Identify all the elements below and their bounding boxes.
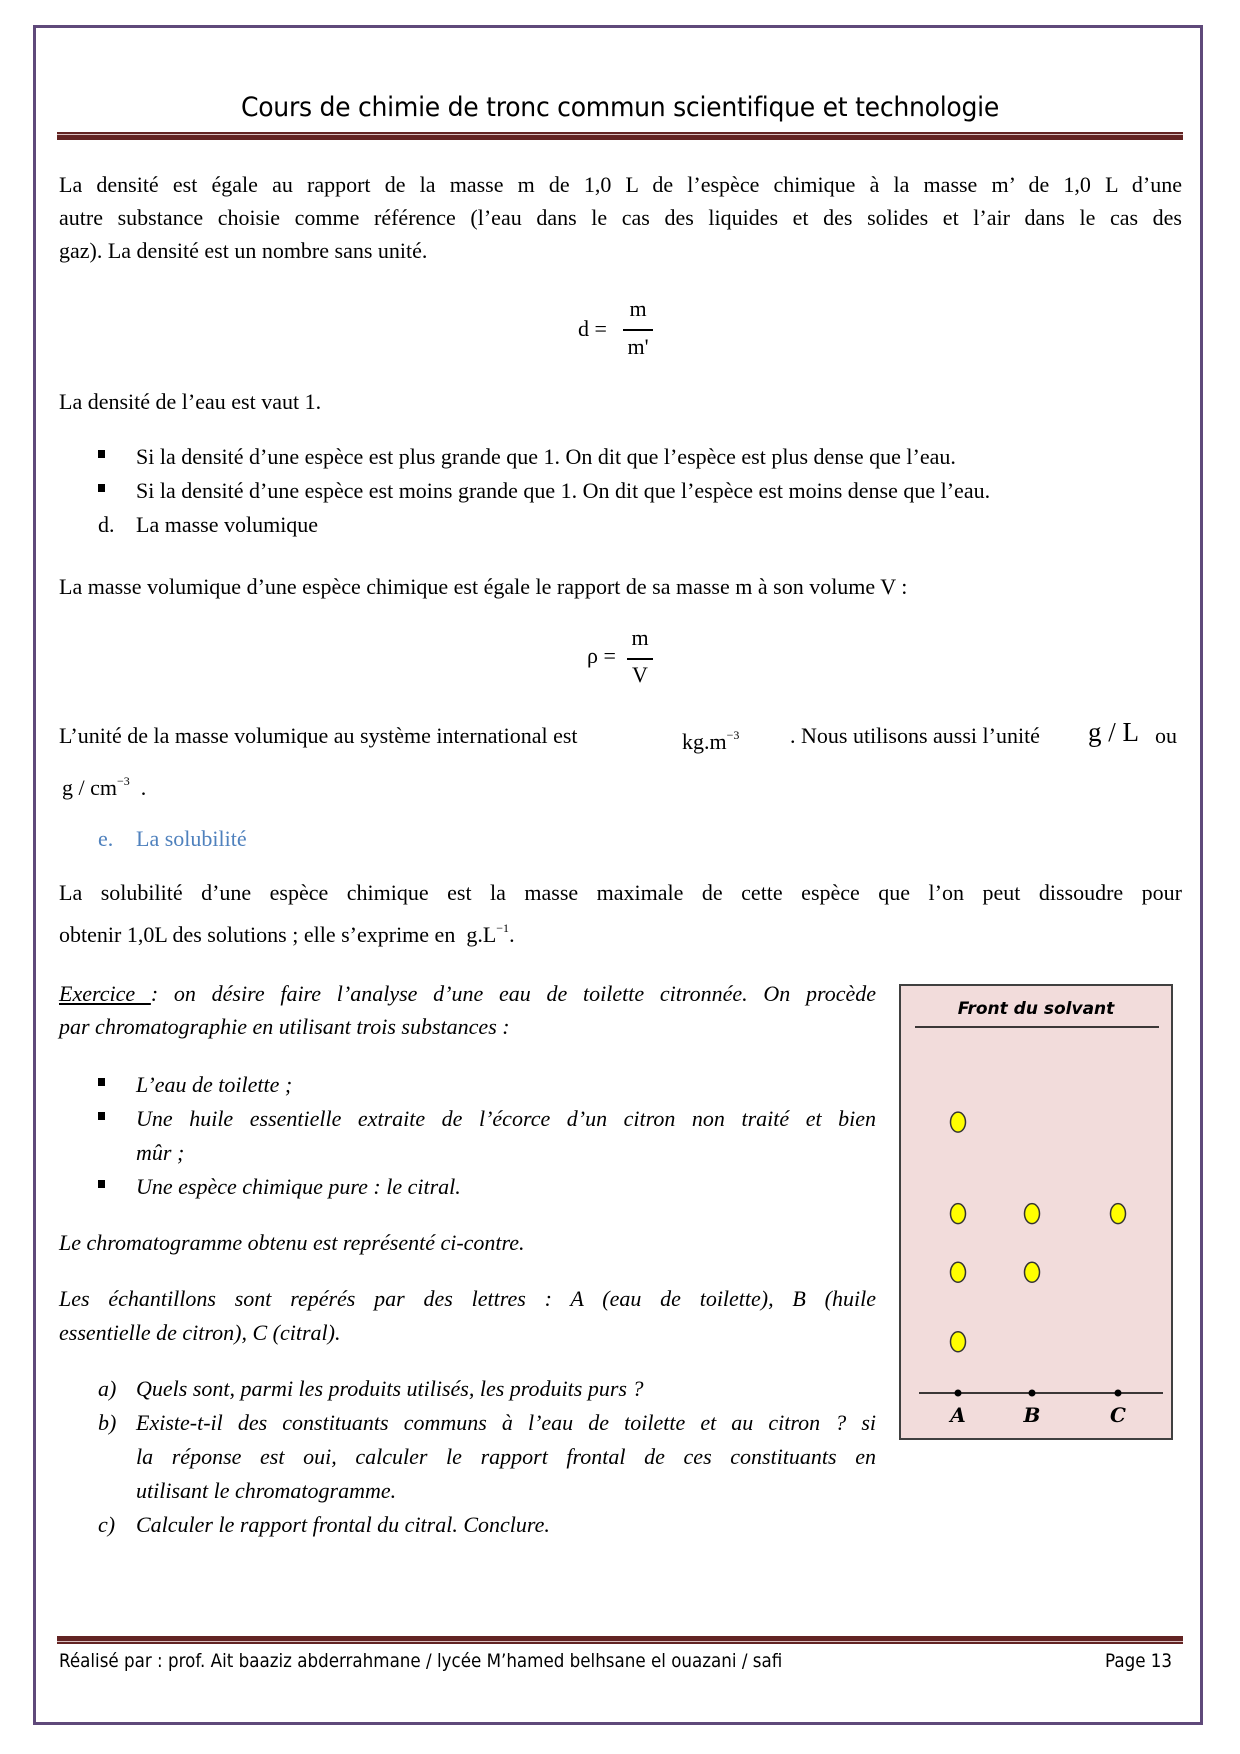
- alt-unit-g-per-l: g / L: [1088, 717, 1139, 747]
- solubility-unit-exponent: −1: [496, 921, 510, 935]
- substance-item-1: L’eau de toilette ;: [136, 1072, 293, 1097]
- solubility-line-2-text: obtenir 1,0L des solutions ; elle s’exprime en: [59, 922, 456, 947]
- exercise-label: Exercice: [59, 981, 151, 1006]
- density-paragraph-line-3: gaz). La densité est un nombre sans unité.: [59, 238, 428, 263]
- mass-volume-formula-denominator: V: [632, 662, 648, 687]
- lane-label-c: C: [1110, 1403, 1126, 1427]
- solubility-line-1: La solubilité d’une espèce chimique est la masse maximale de cette espèce que l’on peut dissoudre pour: [59, 880, 1182, 905]
- spot-b-1: [1025, 1204, 1040, 1224]
- mass-volume-definition: La masse volumique d’une espèce chimique est égale le rapport de sa masse m à son volume V :: [59, 574, 908, 599]
- exercise-intro-text: : on désire faire l’analyse d’une eau de toilette citronnée. On procède: [150, 981, 876, 1006]
- substance-item-3: Une espèce chimique pure : le citral.: [136, 1174, 461, 1199]
- solvent-front-label: Front du solvant: [957, 999, 1115, 1019]
- substance-item-2: Une huile essentielle extraite de l’écorce d’un citron non traité et bien: [136, 1106, 876, 1131]
- si-unit: [682, 719, 739, 758]
- spot-a-2: [951, 1204, 966, 1224]
- exercise-intro-line-2: par chromatographie en utilisant trois substances :: [59, 1014, 510, 1039]
- alt-unit-base: g / cm: [62, 775, 117, 800]
- si-unit-lead: L’unité de la masse volumique au système international est: [59, 723, 578, 748]
- chromatogram-svg: [901, 986, 1171, 1438]
- page-header-title: Cours de chimie de tronc commun scientifique et technologie: [240, 92, 1000, 123]
- header-rule: [57, 132, 1183, 140]
- section-d-marker: d.: [98, 512, 115, 537]
- lane-origin-c: [1115, 1390, 1122, 1397]
- footer-credit: Réalisé par : prof. Ait baaziz abderrahmane / lycée M’hamed belhsane el ouazani / safi: [59, 1650, 783, 1672]
- si-unit-base: kg.m: [682, 729, 727, 754]
- spot-b-2: [1025, 1262, 1040, 1282]
- section-e-heading: La solubilité: [136, 826, 247, 851]
- lane-label-a: A: [950, 1403, 966, 1427]
- bullet-icon: [98, 1112, 105, 1120]
- lane-label-b: B: [1023, 1403, 1041, 1427]
- spot-c-1: [1111, 1204, 1126, 1224]
- question-c: Calculer le rapport frontal du citral. Conclure.: [136, 1512, 550, 1537]
- density-formula-denominator: m': [627, 334, 649, 359]
- bullet-icon: [98, 1180, 105, 1188]
- question-a-marker: a): [98, 1376, 117, 1401]
- question-b-marker: b): [98, 1410, 117, 1435]
- alt-unit-or: ou: [1155, 723, 1177, 748]
- spot-a-1: [951, 1112, 966, 1132]
- mass-volume-formula-numerator: m: [631, 625, 649, 650]
- question-b-line-3: utilisant le chromatogramme.: [136, 1478, 397, 1503]
- lane-origin-b: [1029, 1390, 1036, 1397]
- samples-line-1: Les échantillons sont repérés par des lettres : A (eau de toilette), B (huile: [59, 1286, 876, 1311]
- chromatogram-note: Le chromatogramme obtenu est représenté ci-contre.: [59, 1230, 525, 1255]
- chromatogram-diagram: [899, 984, 1173, 1440]
- bullet-icon: [98, 450, 105, 458]
- water-density-note: La densité de l’eau est vaut 1.: [59, 389, 322, 414]
- page-number: Page 13: [1105, 1650, 1173, 1672]
- samples-line-2: essentielle de citron), C (citral).: [59, 1320, 341, 1345]
- fraction-bar: [623, 329, 653, 331]
- solubility-period: .: [509, 922, 515, 947]
- alt-unit-g-per-cm3: [62, 765, 146, 804]
- density-bullet-1: Si la densité d’une espèce est plus grande que 1. On dit que l’espèce est plus dense que l’eau.: [136, 444, 956, 469]
- lane-origin-a: [955, 1390, 962, 1397]
- density-paragraph-line-2: autre substance choisie comme référence (l’eau dans le cas des liquides et des solides et l’air dans le cas des: [59, 205, 1182, 230]
- exercise-intro-line-1: [59, 977, 876, 1010]
- alt-unit-exponent: −3: [117, 774, 130, 788]
- bullet-icon: [98, 1078, 105, 1086]
- question-a: Quels sont, parmi les produits utilisés, les produits purs ?: [136, 1376, 644, 1401]
- footer-rule: [57, 1636, 1183, 1644]
- spot-a-4: [951, 1332, 966, 1352]
- fraction-bar: [627, 658, 653, 660]
- substance-item-2-cont: mûr ;: [136, 1140, 185, 1165]
- section-d-heading: La masse volumique: [136, 512, 319, 537]
- density-formula: [578, 296, 678, 366]
- si-unit-exponent: −3: [726, 728, 740, 742]
- alt-unit-lead: . Nous utilisons aussi l’unité: [790, 723, 1040, 748]
- bullet-icon: [98, 484, 105, 492]
- question-c-marker: c): [98, 1512, 116, 1537]
- spot-a-3: [951, 1262, 966, 1282]
- density-formula-lhs: d =: [578, 316, 607, 341]
- density-paragraph-line-1: La densité est égale au rapport de la masse m de 1,0 L de l’espèce chimique à la masse m’ de 1,0 L d’une: [59, 172, 1182, 197]
- si-unit-sentence: [59, 719, 578, 752]
- section-e-marker: e.: [98, 826, 114, 851]
- mass-volume-formula-lhs: ρ =: [587, 643, 616, 668]
- density-bullet-2: Si la densité d’une espèce est moins grande que 1. On dit que l’espèce est moins dense que l’eau.: [136, 478, 991, 503]
- alt-unit-period: .: [140, 775, 147, 800]
- question-b-line-1: Existe-t-il des constituants communs à l’eau de toilette et au citron ? si: [136, 1410, 876, 1435]
- solubility-line-2: [59, 912, 515, 951]
- question-b-line-2: la réponse est oui, calculer le rapport frontal de ces constituants en: [136, 1444, 876, 1469]
- density-formula-numerator: m: [629, 296, 647, 321]
- solubility-unit: g.L: [466, 922, 497, 947]
- mass-volume-formula: [587, 625, 677, 695]
